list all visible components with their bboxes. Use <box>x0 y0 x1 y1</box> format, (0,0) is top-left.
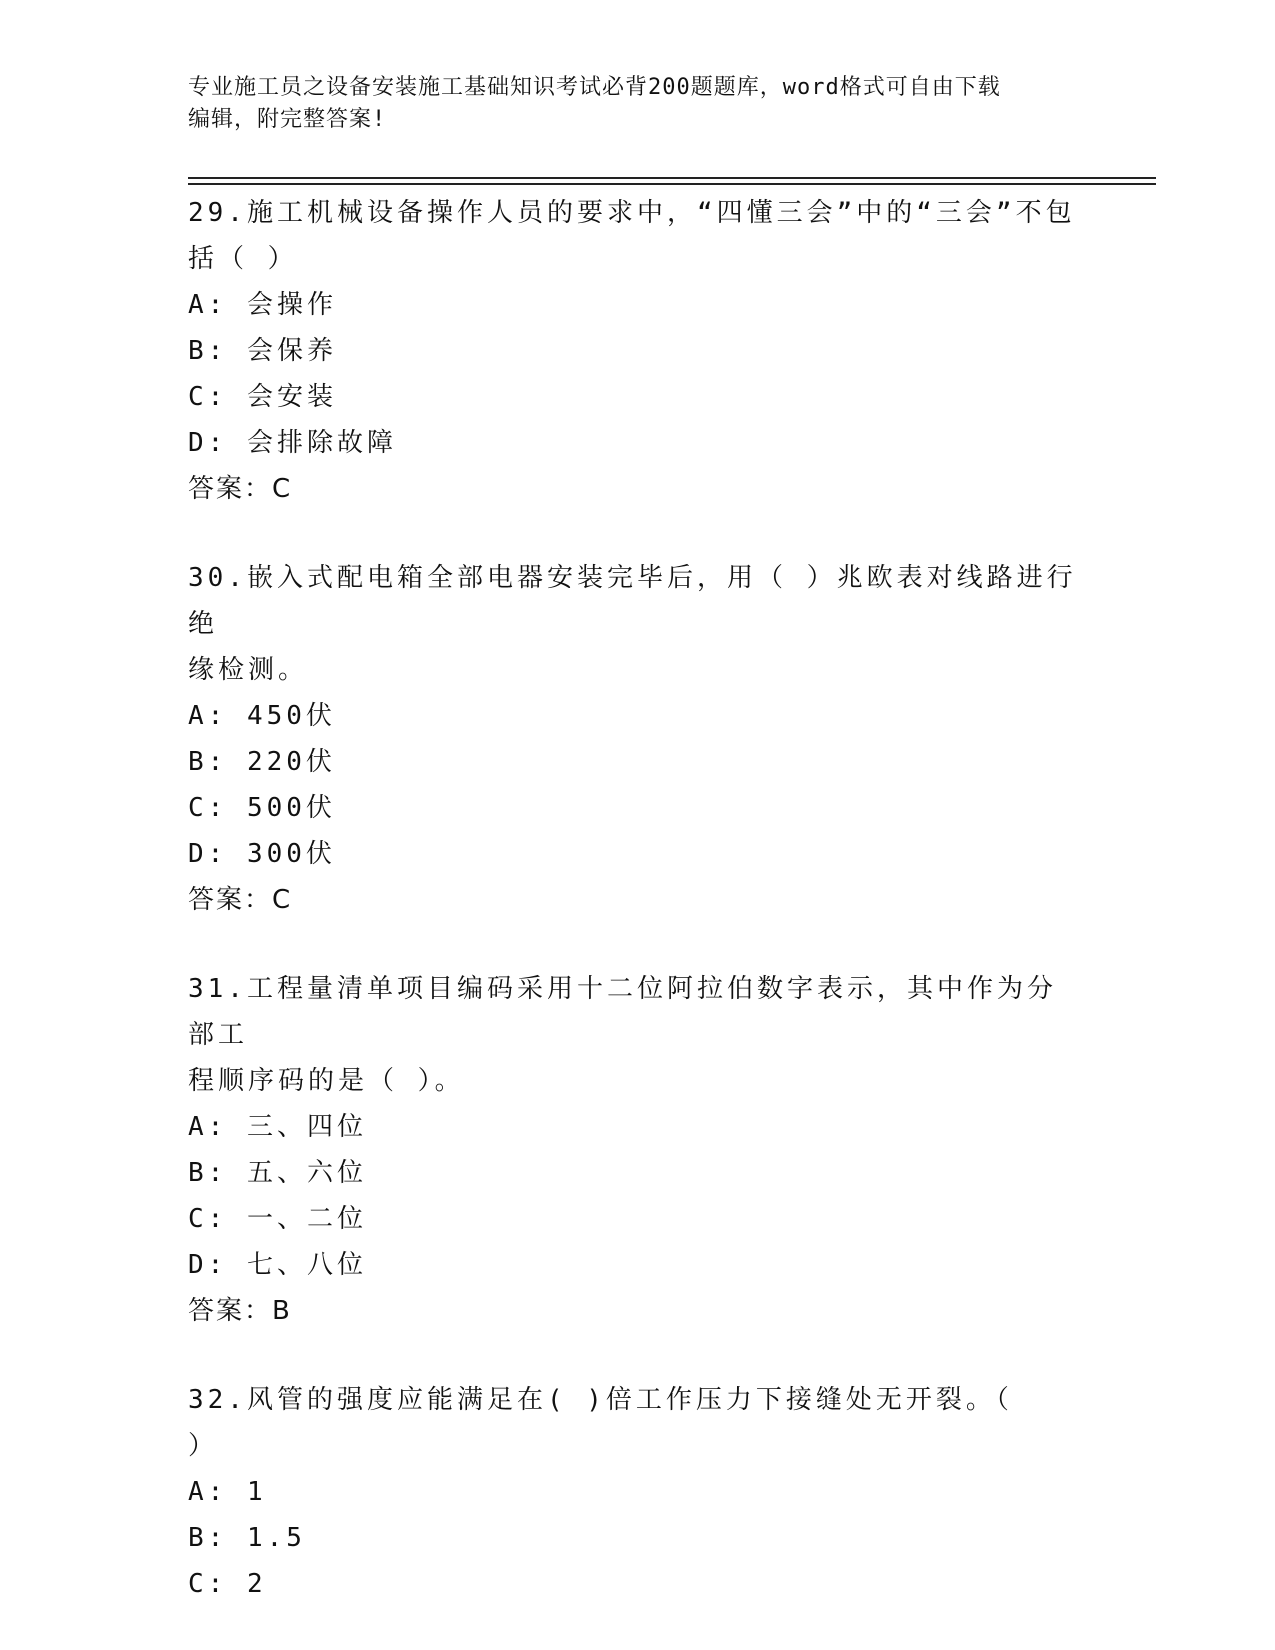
spacer <box>188 1334 1088 1377</box>
option-a: A: 会操作 <box>188 290 337 320</box>
option-d: D: 300伏 <box>188 839 336 869</box>
answer: 答案：C <box>188 474 293 504</box>
option-b: B: 会保养 <box>188 336 337 366</box>
option-b: B: 220伏 <box>188 747 336 777</box>
question-stem <box>188 190 1078 282</box>
spacer <box>188 512 1088 555</box>
question-stem-line-2: 程顺序码的是（ ）。 <box>188 1066 465 1096</box>
header-divider-bottom <box>188 183 1156 185</box>
question-stem-line-1: 29.施工机械设备操作人员的要求中，“四懂三会”中的“三会”不包 <box>188 198 1076 228</box>
option-b: B: 五、六位 <box>188 1158 367 1188</box>
option-d: D: 会排除故障 <box>188 428 397 458</box>
question-stem <box>188 966 1078 1104</box>
question-stem-line-1: 30.嵌入式配电箱全部电器安装完毕后，用（ ）兆欧表对线路进行绝 <box>188 563 1077 639</box>
question-list <box>188 190 1088 1607</box>
question-29 <box>188 190 1088 512</box>
question-30 <box>188 555 1088 923</box>
option-d: D: 七、八位 <box>188 1250 367 1280</box>
option-c: C: 会安装 <box>188 382 337 412</box>
header-line-2: 编辑，附完整答案! <box>188 107 387 132</box>
question-31 <box>188 966 1088 1334</box>
option-b: B: 1.5 <box>188 1523 306 1553</box>
answer: 答案：B <box>188 1296 292 1326</box>
question-stem <box>188 1377 1078 1469</box>
option-a: A: 1 <box>188 1477 267 1507</box>
document-header <box>188 72 1068 136</box>
question-stem <box>188 555 1078 693</box>
option-c: C: 一、二位 <box>188 1204 367 1234</box>
spacer <box>188 923 1088 966</box>
header-divider-top <box>188 177 1156 179</box>
option-a: A: 三、四位 <box>188 1112 367 1142</box>
option-a: A: 450伏 <box>188 701 336 731</box>
question-stem-line-1: 31.工程量清单项目编码采用十二位阿拉伯数字表示，其中作为分部工 <box>188 974 1057 1050</box>
question-32 <box>188 1377 1088 1607</box>
question-stem-line-1: 32.风管的强度应能满足在( )倍工作压力下接缝处无开裂。（ ） <box>188 1385 1063 1461</box>
question-stem-line-2: 括（ ） <box>188 244 298 274</box>
option-c: C: 500伏 <box>188 793 336 823</box>
question-stem-line-2: 缘检测。 <box>188 655 309 685</box>
answer: 答案：C <box>188 885 293 915</box>
option-c: C: 2 <box>188 1569 267 1599</box>
header-line-1: 专业施工员之设备安装施工基础知识考试必背200题题库，word格式可自由下载 <box>188 75 1001 100</box>
